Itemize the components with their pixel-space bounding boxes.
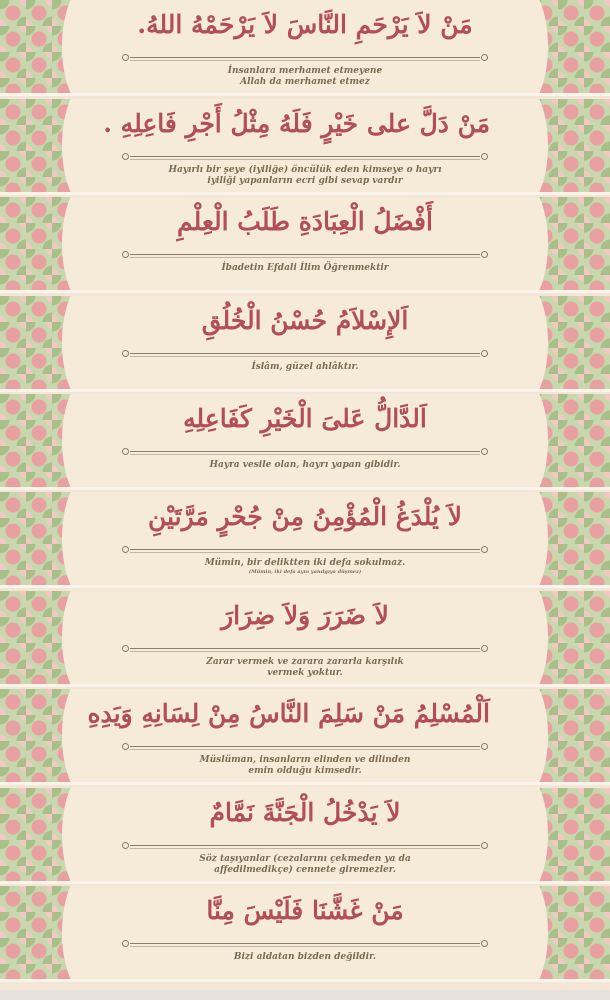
hadith-card	[0, 689, 610, 785]
ornamental-divider	[122, 940, 488, 948]
arabic-text: مَنْ غَشَّنَا فَلَيْسَ مِنَّا	[206, 896, 404, 925]
arch-shape-right	[488, 296, 548, 392]
translation-line: Hayırlı bir şeye (iyiliğe) öncülük eden kimseye o hayrı	[168, 165, 442, 175]
translation-line: iyiliği yapanların ecri gibi sevap vardır	[207, 176, 403, 186]
turkish-translation	[120, 460, 490, 471]
translation-line: vermek yoktur.	[267, 668, 343, 678]
ornamental-divider	[122, 54, 488, 62]
hadith-card	[0, 788, 610, 884]
arch-shape-left	[62, 886, 122, 982]
hadith-card	[0, 591, 610, 687]
hadith-card	[0, 492, 610, 588]
turkish-translation	[120, 165, 490, 187]
translation-line: İslâm, güzel ahlâktır.	[251, 362, 359, 372]
arch-shape-right	[488, 788, 548, 884]
ornamental-divider	[122, 153, 488, 161]
ornamental-divider	[122, 350, 488, 358]
translation-line: Allah da merhamet etmez	[240, 77, 370, 87]
hadith-card	[0, 296, 610, 392]
translation-line: Müslüman, insanların elinden ve dilinden	[199, 755, 411, 765]
translation-line: İnsanlara merhamet etmeyene	[227, 66, 383, 76]
ornamental-divider	[122, 645, 488, 653]
arch-shape-right	[488, 886, 548, 982]
arch-shape-right	[488, 197, 548, 293]
arch-shape-left	[62, 788, 122, 884]
arabic-text: اَلْمُسْلِمُ مَنْ سَلِمَ النَّاسُ مِنْ لِسَانِهِ وَيَدِهِ	[87, 699, 490, 728]
arch-shape-left	[62, 0, 122, 96]
arch-shape-right	[488, 591, 548, 687]
footer-strip	[0, 990, 610, 1000]
turkish-translation	[120, 66, 490, 88]
arabic-text: لاَ يَدْخُلُ الْجَنَّةَ نَمَّامٌ	[209, 798, 401, 827]
translation-line: Zarar vermek ve zarara zararla karşılık	[206, 657, 404, 667]
translation-line: Mümin, bir deliktten iki defa sokulmaz.	[204, 558, 406, 568]
ornamental-divider	[122, 546, 488, 554]
translation-line: affedilmedikçe) cennete giremezler.	[214, 865, 396, 875]
arabic-text: اَلإِسْلاَمُ حُسْنُ الْخُلُقِ	[201, 306, 409, 335]
translation-line: emin olduğu kimsedir.	[248, 766, 362, 776]
turkish-translation	[120, 362, 490, 373]
ornamental-divider	[122, 448, 488, 456]
translation-note: (Mümin, iki defa aynı yanılgıya düşmez)	[248, 569, 362, 575]
turkish-translation	[120, 558, 490, 575]
arch-shape-left	[62, 197, 122, 293]
ornamental-divider	[122, 251, 488, 259]
translation-line: Bizi aldatan bizden değildir.	[233, 952, 377, 962]
hadith-card	[0, 394, 610, 490]
arch-shape-left	[62, 296, 122, 392]
hadith-card	[0, 886, 610, 982]
arch-shape-right	[488, 99, 548, 195]
hadith-card	[0, 197, 610, 293]
arch-shape-right	[488, 492, 548, 588]
arabic-text: مَنْ لاَ يَرْحَمِ النَّاسَ لاَ يَرْحَمْهُ اللهُ.	[137, 10, 473, 39]
turkish-translation	[120, 657, 490, 679]
ornamental-divider	[122, 743, 488, 751]
arabic-text: أَفْضَلُ الْعِبَادَةِ طَلَبُ الْعِلْمِ	[177, 207, 433, 236]
arch-shape-left	[62, 394, 122, 490]
translation-line: Söz taşıyanlar (cezalarını çekmeden ya da	[199, 854, 411, 864]
translation-line: Hayra vesile olan, hayrı yapan gibidir.	[209, 460, 401, 470]
translation-line: İbadetin Efdali İlim Öğrenmektir	[221, 263, 389, 273]
turkish-translation	[120, 755, 490, 777]
turkish-translation	[120, 263, 490, 274]
arch-shape-right	[488, 689, 548, 785]
arch-shape-right	[488, 0, 548, 96]
ornamental-divider	[122, 842, 488, 850]
turkish-translation	[120, 952, 490, 963]
turkish-translation	[120, 854, 490, 876]
arabic-text: اَلدَّالُّ عَلىَ الْخَيْرِ كَفَاعِلِهِ	[183, 404, 427, 433]
arch-shape-left	[62, 492, 122, 588]
arabic-text: لاَ ضَرَرَ وَلاَ ضِرَارَ	[221, 601, 389, 630]
arabic-text: مَنْ دَلَّ على خَيْرٍ فَلَهُ مِثْلُ أَجْرِ فَاعِلِهِ .	[103, 109, 490, 138]
hadith-card	[0, 0, 610, 96]
hadith-card	[0, 99, 610, 195]
arch-shape-right	[488, 394, 548, 490]
arch-shape-left	[62, 591, 122, 687]
arabic-text: لاَ يُلْدَغُ الْمُؤْمِنُ مِنْ جُحْرٍ مَرَّتَيْنِ	[148, 502, 462, 531]
